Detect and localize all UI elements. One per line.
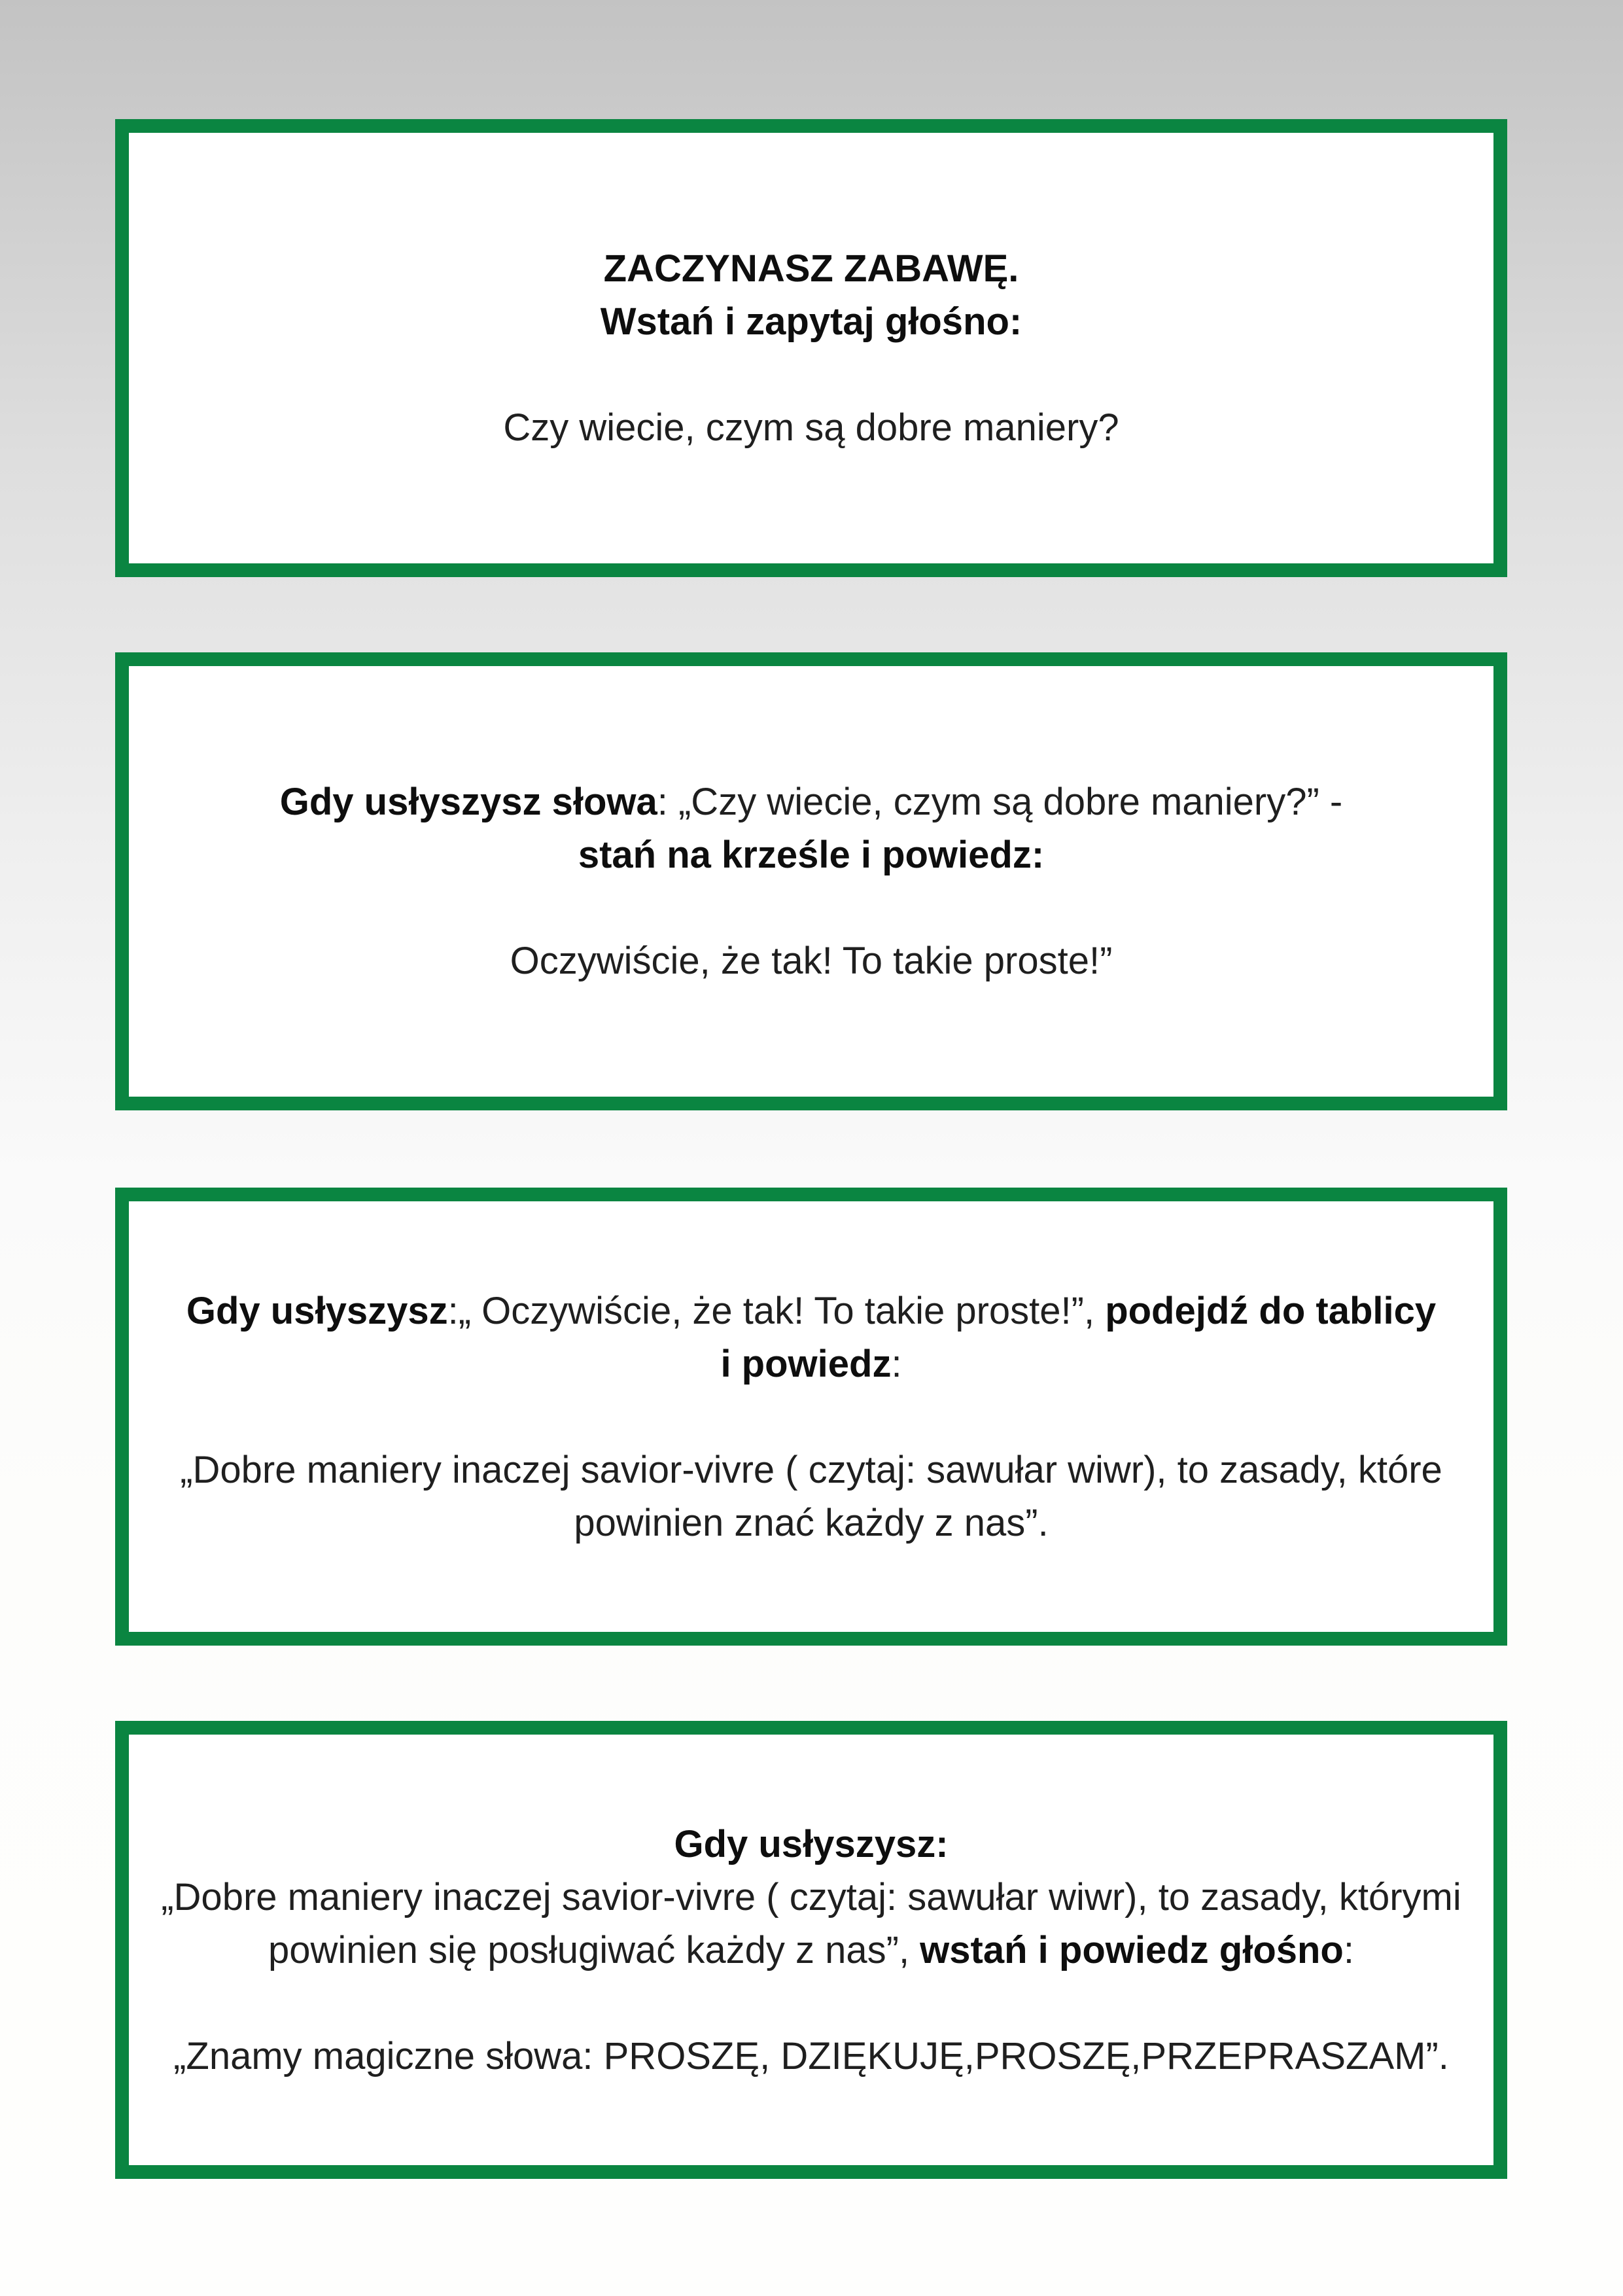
card4-answer: „Znamy magiczne słowa: PROSZĘ, DZIĘKUJĘ,PROSZĘ,PRZEPRASZAM”. [173,2034,1449,2077]
card4-cue-text-line2: powinien się posługiwać każdy z nas”, [268,1928,920,1971]
card1-heading: ZACZYNASZ ZABAWĘ. [603,247,1019,290]
card-third-turn [115,1188,1507,1646]
card1-instruction: Wstań i zapytaj głośno: [600,300,1022,343]
card4-instruction: wstań i powiedz głośno [920,1928,1344,1971]
card2-answer: Oczywiście, że tak! To takie proste!” [510,940,1113,982]
card3-instruction-part2: i powiedz [720,1342,892,1385]
card4-cue-label: Gdy usłyszysz: [674,1822,949,1865]
card3-colon: : [891,1342,902,1385]
card2-instruction: stań na krześle i powiedz: [578,834,1045,876]
card2-cue-label: Gdy usłyszysz słowa [279,781,657,823]
card1-question: Czy wiecie, czym są dobre maniery? [503,406,1119,449]
card2-cue-text: : „Czy wiecie, czym są dobre maniery?” - [657,781,1343,823]
card-fourth-turn [115,1721,1507,2179]
card4-cue-line2 [268,1924,1354,1977]
card3-instruction-line [720,1337,901,1390]
card3-instruction-part1: podejdź do tablicy [1105,1289,1437,1332]
card4-colon: : [1343,1928,1354,1971]
card4-cue-text-line1: „Dobre maniery inaczej savior-vivre ( czytaj: sawułar wiwr), to zasady, którymi [161,1875,1461,1918]
card3-cue-label: Gdy usłyszysz [186,1289,448,1332]
card2-cue-line [280,775,1343,828]
card3-answer-line1: „Dobre maniery inaczej savior-vivre ( czytaj: sawułar wiwr), to zasady, które [180,1448,1442,1491]
card3-cue-text: :„ Oczywiście, że tak! To takie proste!”, [447,1289,1106,1332]
card3-cue-line [186,1284,1436,1337]
card-start-game [115,119,1507,577]
card-second-turn [115,652,1507,1110]
card3-answer-line2: powinien znać każdy z nas”. [574,1501,1049,1544]
